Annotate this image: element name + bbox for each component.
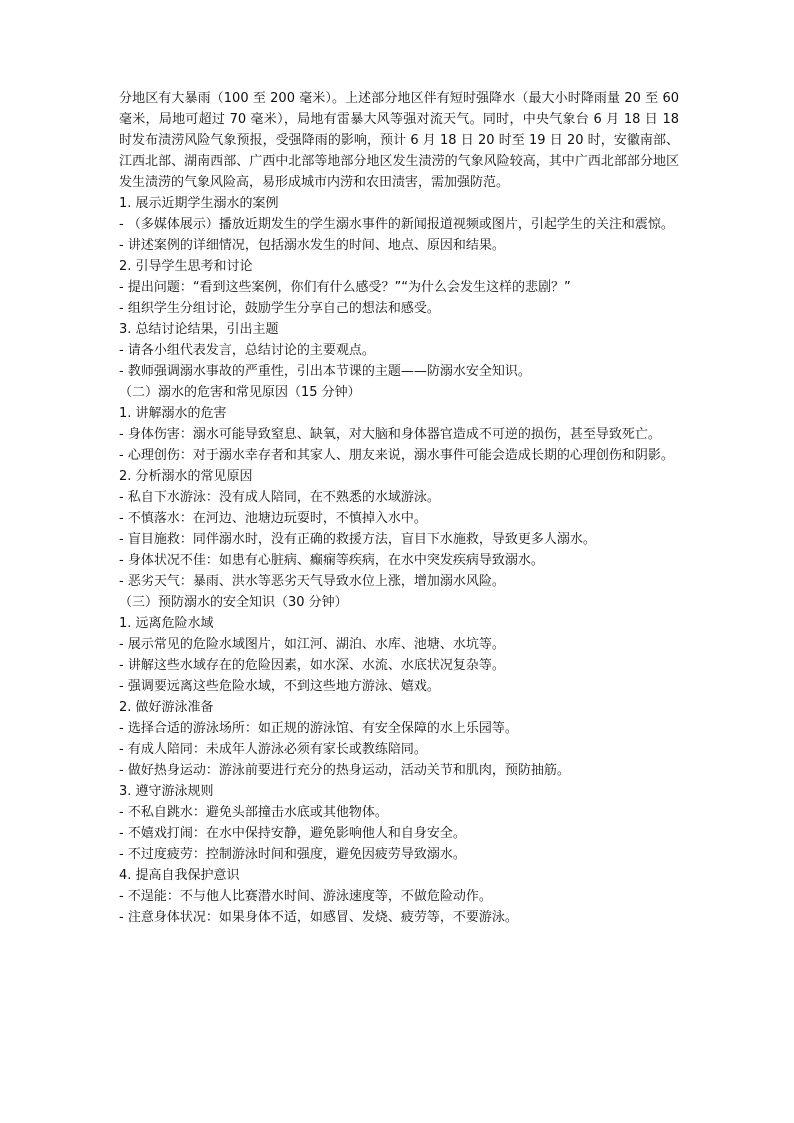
list-item: - 不嬉戏打闹：在水中保持安静，避免影响他人和自身安全。 [119, 826, 466, 841]
section-heading: 3. 遵守游泳规则 [119, 784, 214, 799]
chapter-heading: （三）预防溺水的安全知识（30 分钟） [119, 595, 348, 610]
section-heading: 1. 远离危险水域 [119, 616, 214, 631]
list-item: - 私自下水游泳：没有成人陪同，在不熟悉的水域游泳。 [119, 490, 440, 505]
list-item: - 心理创伤：对于溺水幸存者和其家人、朋友来说，溺水事件可能会造成长期的心理创伤和阴影。 [119, 448, 674, 463]
list-item: - 选择合适的游泳场所：如正规的游泳馆、有安全保障的水上乐园等。 [119, 721, 518, 736]
list-item: - 组织学生分组讨论，鼓励学生分享自己的想法和感受。 [119, 301, 440, 316]
list-item: - 不逞能：不与他人比赛潜水时间、游泳速度等，不做危险动作。 [119, 889, 492, 904]
section-heading: 2. 做好游泳准备 [119, 700, 214, 715]
list-item: - 做好热身运动：游泳前要进行充分的热身运动，活动关节和肌肉，预防抽筋。 [119, 763, 570, 778]
list-item: - 提出问题：“看到这些案例，你们有什么感受？”“为什么会发生这样的悲剧？” [119, 280, 571, 295]
list-item: - 身体伤害：溺水可能导致窒息、缺氧，对大脑和身体器官造成不可逆的损伤，甚至导致死亡。 [119, 427, 661, 442]
list-item: - 不过度疲劳：控制游泳时间和强度，避免因疲劳导致溺水。 [119, 847, 466, 862]
section-heading: 1. 展示近期学生溺水的案例 [119, 196, 279, 211]
document-page [119, 88, 679, 928]
list-item: - 不慎落水：在河边、池塘边玩耍时，不慎掉入水中。 [119, 511, 427, 526]
section-heading: 1. 讲解溺水的危害 [119, 406, 227, 421]
list-item: - （多媒体展示）播放近期发生的学生溺水事件的新闻报道视频或图片，引起学生的关注和震惊。 [119, 217, 674, 232]
chapter-heading: （二）溺水的危害和常见原因（15 分钟） [119, 385, 361, 400]
list-item: - 请各小组代表发言，总结讨论的主要观点。 [119, 343, 375, 358]
section-heading: 4. 提高自我保护意识 [119, 868, 240, 883]
list-item: - 有成人陪同：未成年人游泳必须有家长或教练陪同。 [119, 742, 427, 757]
section-heading: 2. 引导学生思考和讨论 [119, 259, 253, 274]
list-item: - 身体状况不佳：如患有心脏病、癫痫等疾病，在水中突发疾病导致溺水。 [119, 553, 544, 568]
list-item: - 盲目施救：同伴溺水时，没有正确的救援方法，盲目下水施救，导致更多人溺水。 [119, 532, 596, 547]
list-item: - 不私自跳水：避免头部撞击水底或其他物体。 [119, 805, 388, 820]
list-item: - 讲解这些水域存在的危险因素，如水深、水流、水底状况复杂等。 [119, 658, 505, 673]
list-item: - 展示常见的危险水域图片，如江河、湖泊、水库、池塘、水坑等。 [119, 637, 505, 652]
list-item: - 教师强调溺水事故的严重性，引出本节课的主题——防溺水安全知识。 [119, 364, 531, 379]
list-item: - 讲述案例的详细情况，包括溺水发生的时间、地点、原因和结果。 [119, 238, 505, 253]
list-item: - 强调要远离这些危险水域，不到这些地方游泳、嬉戏。 [119, 679, 440, 694]
list-item: - 注意身体状况：如果身体不适，如感冒、发烧、疲劳等，不要游泳。 [119, 910, 518, 925]
intro-paragraph: 分地区有大暴雨（100 至 200 毫米）。上述部分地区伴有短时强降水（最大小时降雨量 20 至 60 毫米，局地可超过 70 毫米），局地有雷暴大风等强对流天气。同时，中央气象台 6 月 18 日 18 时发布渍涝风险气象预报，受强降雨的影响，预计 6 月 18 日 20 时至 19 日 20 时，安徽南部、江西北部、湖南西部、广西中北部等地部分地区发生渍涝的气象风险较高，其中广西北部部分地区发生渍涝的气象风险高，易形成城市内涝和农田渍害，需加强防范。 [119, 91, 679, 190]
section-heading: 2. 分析溺水的常见原因 [119, 469, 253, 484]
list-item: - 恶劣天气：暴雨、洪水等恶劣天气导致水位上涨，增加溺水风险。 [119, 574, 505, 589]
section-heading: 3. 总结讨论结果，引出主题 [119, 322, 279, 337]
